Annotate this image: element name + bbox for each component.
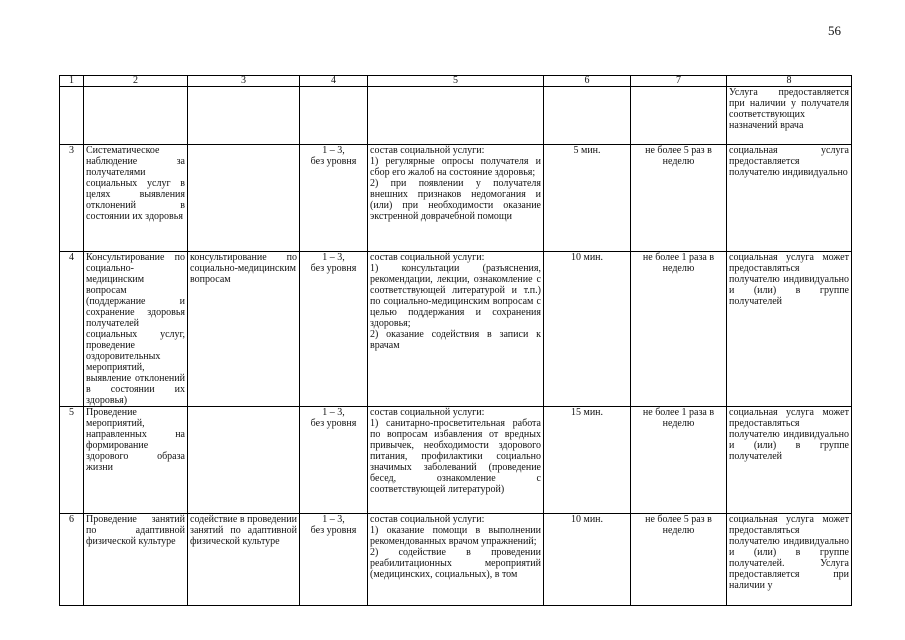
service-frequency: не более 5 раз в неделю: [631, 145, 727, 252]
service-time: 5 мин.: [544, 145, 631, 252]
standard-service: [188, 145, 300, 252]
table-row: [60, 407, 852, 514]
service-frequency: не более 5 раз в неделю: [631, 514, 727, 606]
standard-service: [188, 407, 300, 514]
recipient-group: [300, 87, 368, 145]
service-content: состав социальной услуги: 1) санитарно-просветительная работа по вопросам избавления от вредных привычек, необходимости здорового питания, профилактики социально значимых заболеваний (проведение бесед, ознакомление с соответствующей литературой): [368, 407, 544, 514]
service-conditions: социальная услуга может предоставляться получателю индивидуально и (или) в группе получателей: [727, 407, 852, 514]
table-row: [60, 514, 852, 606]
service-time: 10 мин.: [544, 252, 631, 407]
services-table: [59, 75, 852, 606]
service-content: состав социальной услуги: 1) консультации (разъяснения, рекомендации, лекции, ознакомление с соответствующей литературой и т.п.) по социально-медицинским вопросам с целью поддержания и сохранения здоровья; 2) оказание содействия в записи к врачам: [368, 252, 544, 407]
standard-service: [188, 87, 300, 145]
service-frequency: не более 1 раза в неделю: [631, 407, 727, 514]
service-time: [544, 87, 631, 145]
service-conditions: социальная услуга может предоставляться получателю индивидуально и (или) в группе получателей. Услуга предоставляется при наличии у: [727, 514, 852, 606]
recipient-group: 1 – 3, без уровня: [300, 407, 368, 514]
service-content: состав социальной услуги: 1) оказание помощи в выполнении рекомендованных врачом упражнений; 2) содействие в проведении реабилитационных мероприятий (медицинских, социальных), в том: [368, 514, 544, 606]
column-number: 7: [631, 76, 727, 87]
table-row: [60, 252, 852, 407]
service-conditions: Услуга предоставляется при наличии у получателя соответствующих назначений врача: [727, 87, 852, 145]
service-name: [84, 87, 188, 145]
service-content: [368, 87, 544, 145]
row-number: 5: [60, 407, 84, 514]
service-name: Проведение мероприятий, направленных на формирование здорового образа жизни: [84, 407, 188, 514]
row-number: [60, 87, 84, 145]
column-number: 6: [544, 76, 631, 87]
service-time: 10 мин.: [544, 514, 631, 606]
service-conditions: социальная услуга предоставляется получателю индивидуально: [727, 145, 852, 252]
column-number: 2: [84, 76, 188, 87]
service-content: состав социальной услуги: 1) регулярные опросы получателя и сбор его жалоб на состояние здоровья; 2) при появлении у получателя внешних признаков недомогания и (или) при необходимости оказание экстренной доврачебной помощи: [368, 145, 544, 252]
service-name: Проведение занятий по адаптивной физической культуре: [84, 514, 188, 606]
recipient-group: 1 – 3, без уровня: [300, 514, 368, 606]
recipient-group: 1 – 3, без уровня: [300, 145, 368, 252]
standard-service: содействие в проведении занятий по адаптивной физической культуре: [188, 514, 300, 606]
service-frequency: не более 1 раза в неделю: [631, 252, 727, 407]
column-number: 5: [368, 76, 544, 87]
column-number: 8: [727, 76, 852, 87]
table-row: [60, 145, 852, 252]
service-name: Консультирование по социально-медицинским вопросам (поддержание и сохранение здоровья получателей социальных услуг, проведение оздоровительных мероприятий, выявление отклонений в состоянии их здоровья): [84, 252, 188, 407]
row-number: 6: [60, 514, 84, 606]
column-number: 3: [188, 76, 300, 87]
service-frequency: [631, 87, 727, 145]
row-number: 4: [60, 252, 84, 407]
table-row: [60, 87, 852, 145]
column-number-row: [60, 76, 852, 87]
service-time: 15 мин.: [544, 407, 631, 514]
column-number: 1: [60, 76, 84, 87]
page-number: 56: [828, 23, 841, 38]
service-conditions: социальная услуга может предоставляться получателю индивидуально и (или) в группе получателей: [727, 252, 852, 407]
row-number: 3: [60, 145, 84, 252]
standard-service: консультирование по социально-медицинским вопросам: [188, 252, 300, 407]
recipient-group: 1 – 3, без уровня: [300, 252, 368, 407]
service-name: Систематическое наблюдение за получателями социальных услуг в целях выявления отклонений в состоянии их здоровья: [84, 145, 188, 252]
column-number: 4: [300, 76, 368, 87]
